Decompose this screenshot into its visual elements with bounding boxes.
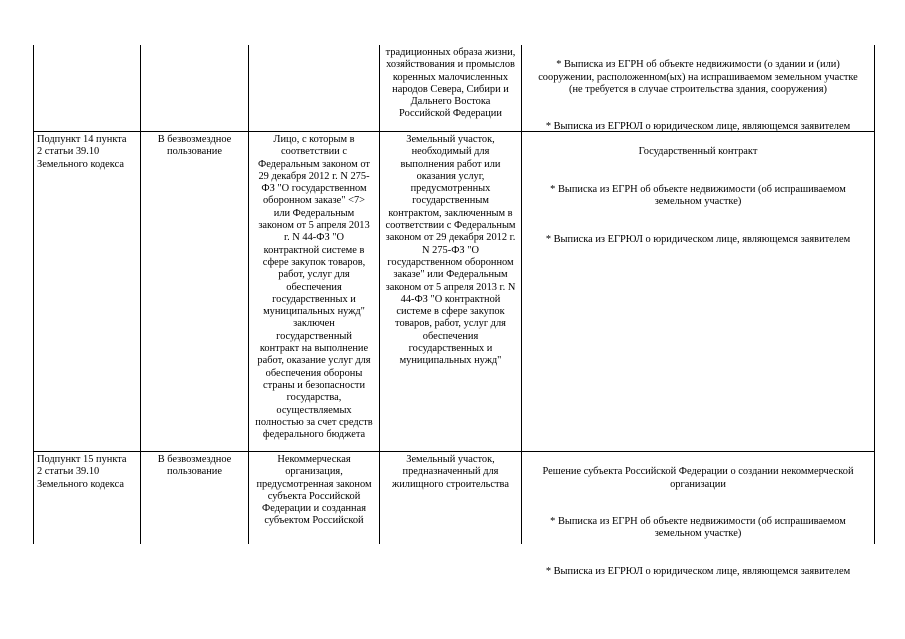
table-cell-right-type: В безвозмездное пользование	[140, 132, 248, 451]
document-item: * Выписка из ЕГРЮЛ о юридическом лице, являющемся заявителем	[545, 121, 851, 133]
table-cell-right-type: В безвозмездное пользование	[140, 452, 248, 544]
table-row	[33, 452, 875, 578]
document-item: Решение субъекта Российской Федерации о создании некоммерческой организации	[542, 466, 854, 490]
document-item: Государственный контракт	[638, 146, 758, 158]
table-cell-applicant: Некоммерческая организация, предусмотренная законом субъекта Российской Федерации и созданная субъектом Российской	[248, 452, 379, 544]
table-cell-land-plot: Земельный участок, предназначенный для жилищного строительства	[379, 452, 521, 544]
document-item: * Выписка из ЕГРН об объекте недвижимости (о здании и (или) сооружении, расположенном(ых) на испрашиваемом земельном участке (не требуется в случае строительства здания, сооружения)	[538, 59, 858, 95]
table-cell-right-type	[140, 45, 248, 131]
document-item: * Выписка из ЕГРН об объекте недвижимости (об испрашиваемом земельном участке)	[550, 516, 846, 540]
table-row	[33, 132, 875, 452]
table-cell-land-plot: Земельный участок, необходимый для выполнения работ или оказания услуг, предусмотренных государственным контрактом, заключенным в соответствии с Федеральным законом от 29 декабря 2012 г. N 275-ФЗ "О государственном оборонном заказе" или Федеральным законом от 5 апреля 2013 г. N 44-ФЗ "О контрактной системе в сфере закупок товаров, работ, услуг для обеспечения государственных и муниципальных нужд"	[379, 132, 521, 451]
document-item: * Выписка из ЕГРЮЛ о юридическом лице, являющемся заявителем	[545, 233, 851, 245]
document-item: * Выписка из ЕГРН об объекте недвижимости (об испрашиваемом земельном участке)	[550, 183, 846, 208]
table-cell-applicant: Лицо, с которым в соответствии с Федеральным законом от 29 декабря 2012 г. N 275- ФЗ "О государственном оборонном заказе" <7> или Федеральным законом от 5 апреля 2013 г. N 44-ФЗ "О контрактной системе в сфере закупок товаров, работ, услуг для обеспечения государственных и муниципальных нужд" заключен государственный контракт на выполнение работ, оказание услуг для обеспечения обороны страны и безопасности государства, осуществляемых полностью за счет средств федерального бюджета	[248, 132, 379, 451]
table-cell-documents	[521, 452, 875, 578]
document-item: * Выписка из ЕГРЮЛ о юридическом лице, являющемся заявителем	[545, 566, 851, 578]
table-row	[33, 45, 875, 132]
table-cell-land-plot: традиционных образа жизни, хозяйствования и промыслов коренных малочисленных народов Севера, Сибири и Дальнего Востока Российской Федерации	[379, 45, 521, 131]
table-cell-basis: Подпункт 14 пункта 2 статьи 39.10 Земельного кодекса	[33, 132, 140, 451]
table-cell-documents	[521, 45, 875, 131]
table-cell-documents	[521, 132, 875, 451]
table-cell-basis: Подпункт 15 пункта 2 статьи 39.10 Земельного кодекса	[33, 452, 140, 544]
table-cell-basis	[33, 45, 140, 131]
document-table	[33, 45, 875, 578]
table-cell-applicant	[248, 45, 379, 131]
